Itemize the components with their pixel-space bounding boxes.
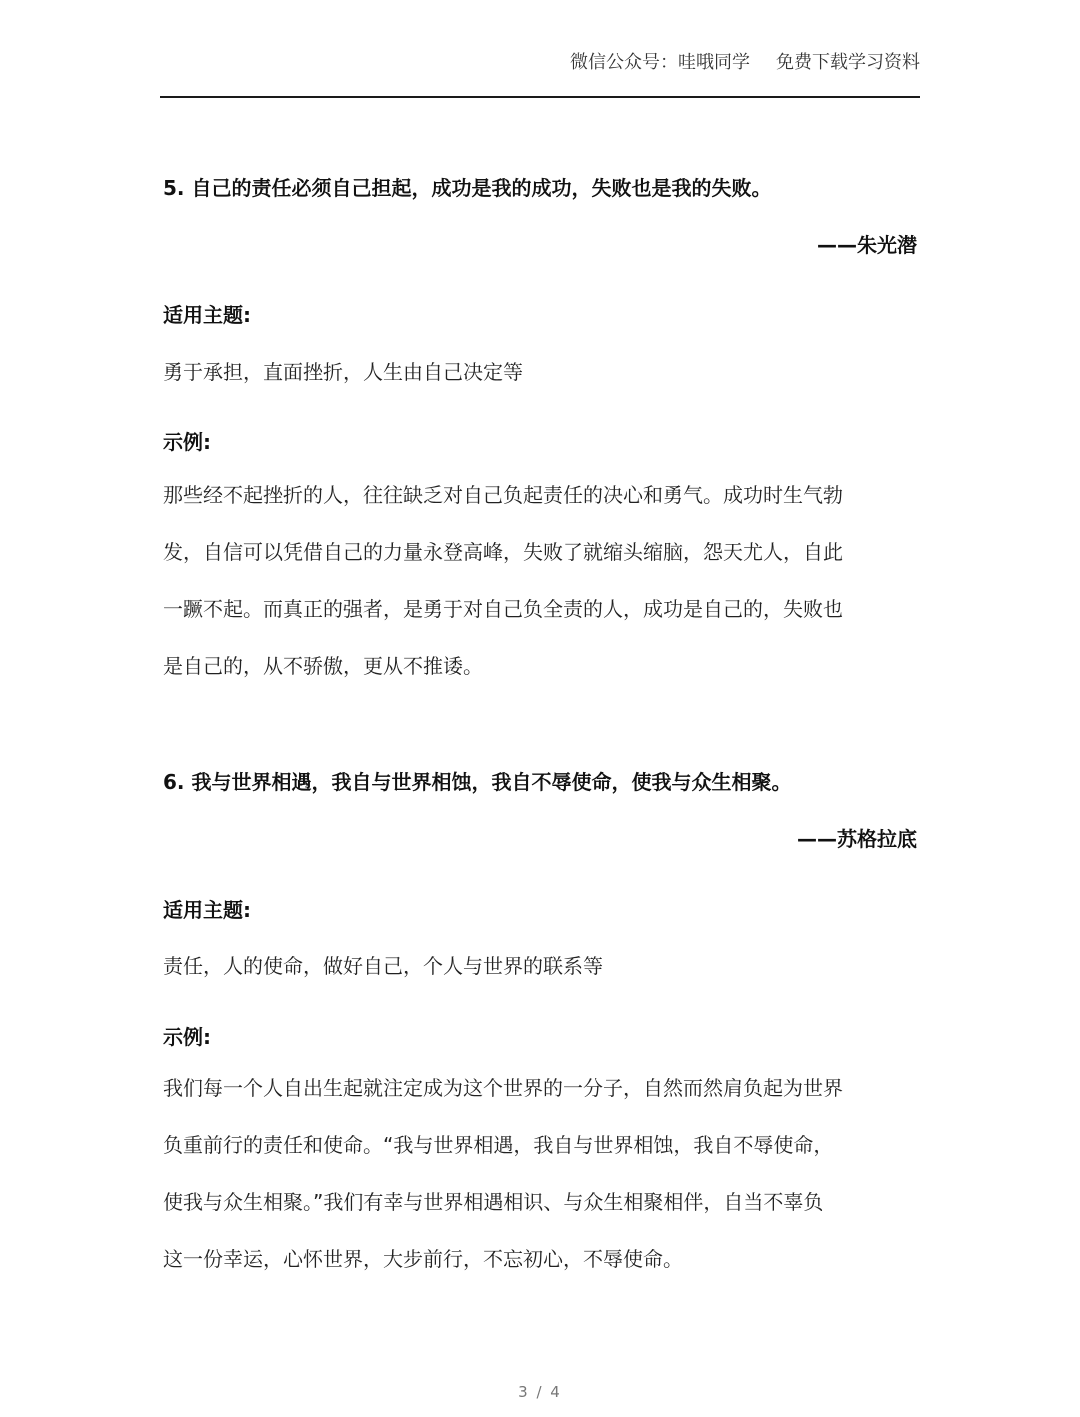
example-paragraph-5 bbox=[163, 467, 919, 695]
header-slogan: 免费下载学习资料 bbox=[776, 52, 920, 73]
example-line: 那些经不起挫折的人，往往缺乏对自己负起责任的决心和勇气。成功时生气勃 bbox=[163, 483, 843, 507]
author-5: ——朱光潜 bbox=[817, 233, 917, 257]
theme-label-5: 适用主题: bbox=[163, 303, 251, 327]
example-line: 使我与众生相聚。”我们有幸与世界相遇相识、与众生相聚相伴，自当不辜负 bbox=[163, 1190, 824, 1214]
example-label-5: 示例: bbox=[163, 430, 211, 454]
header-account: 微信公众号：哇哦同学 bbox=[570, 52, 750, 73]
page-indicator: 3 / 4 bbox=[518, 1383, 562, 1401]
quote-6: 6. 我与世界相遇，我自与世界相蚀，我自不辱使命，使我与众生相聚。 bbox=[163, 770, 792, 794]
example-line: 发，自信可以凭借自己的力量永登高峰，失败了就缩头缩脑，怨天尤人，自此 bbox=[163, 540, 843, 564]
example-line: 我们每一个人自出生起就注定成为这个世界的一分子，自然而然肩负起为世界 bbox=[163, 1076, 843, 1100]
example-line: 负重前行的责任和使命。“我与世界相遇，我自与世界相蚀，我自不辱使命， bbox=[163, 1133, 834, 1157]
header-divider bbox=[160, 96, 920, 98]
example-label-6: 示例: bbox=[163, 1025, 211, 1049]
example-line: 是自己的，从不骄傲，更从不推诿。 bbox=[163, 654, 483, 678]
theme-label-6: 适用主题: bbox=[163, 898, 251, 922]
theme-5: 勇于承担，直面挫折，人生由自己决定等 bbox=[163, 360, 523, 384]
example-paragraph-6 bbox=[163, 1060, 919, 1288]
example-line: 这一份幸运，心怀世界，大步前行，不忘初心，不辱使命。 bbox=[163, 1247, 683, 1271]
quote-5: 5. 自己的责任必须自己担起，成功是我的成功，失败也是我的失败。 bbox=[163, 176, 772, 200]
example-line: 一蹶不起。而真正的强者，是勇于对自己负全责的人，成功是自己的，失败也 bbox=[163, 597, 843, 621]
author-6: ——苏格拉底 bbox=[797, 827, 917, 851]
theme-6: 责任，人的使命，做好自己，个人与世界的联系等 bbox=[163, 954, 603, 978]
page-header bbox=[570, 48, 920, 74]
